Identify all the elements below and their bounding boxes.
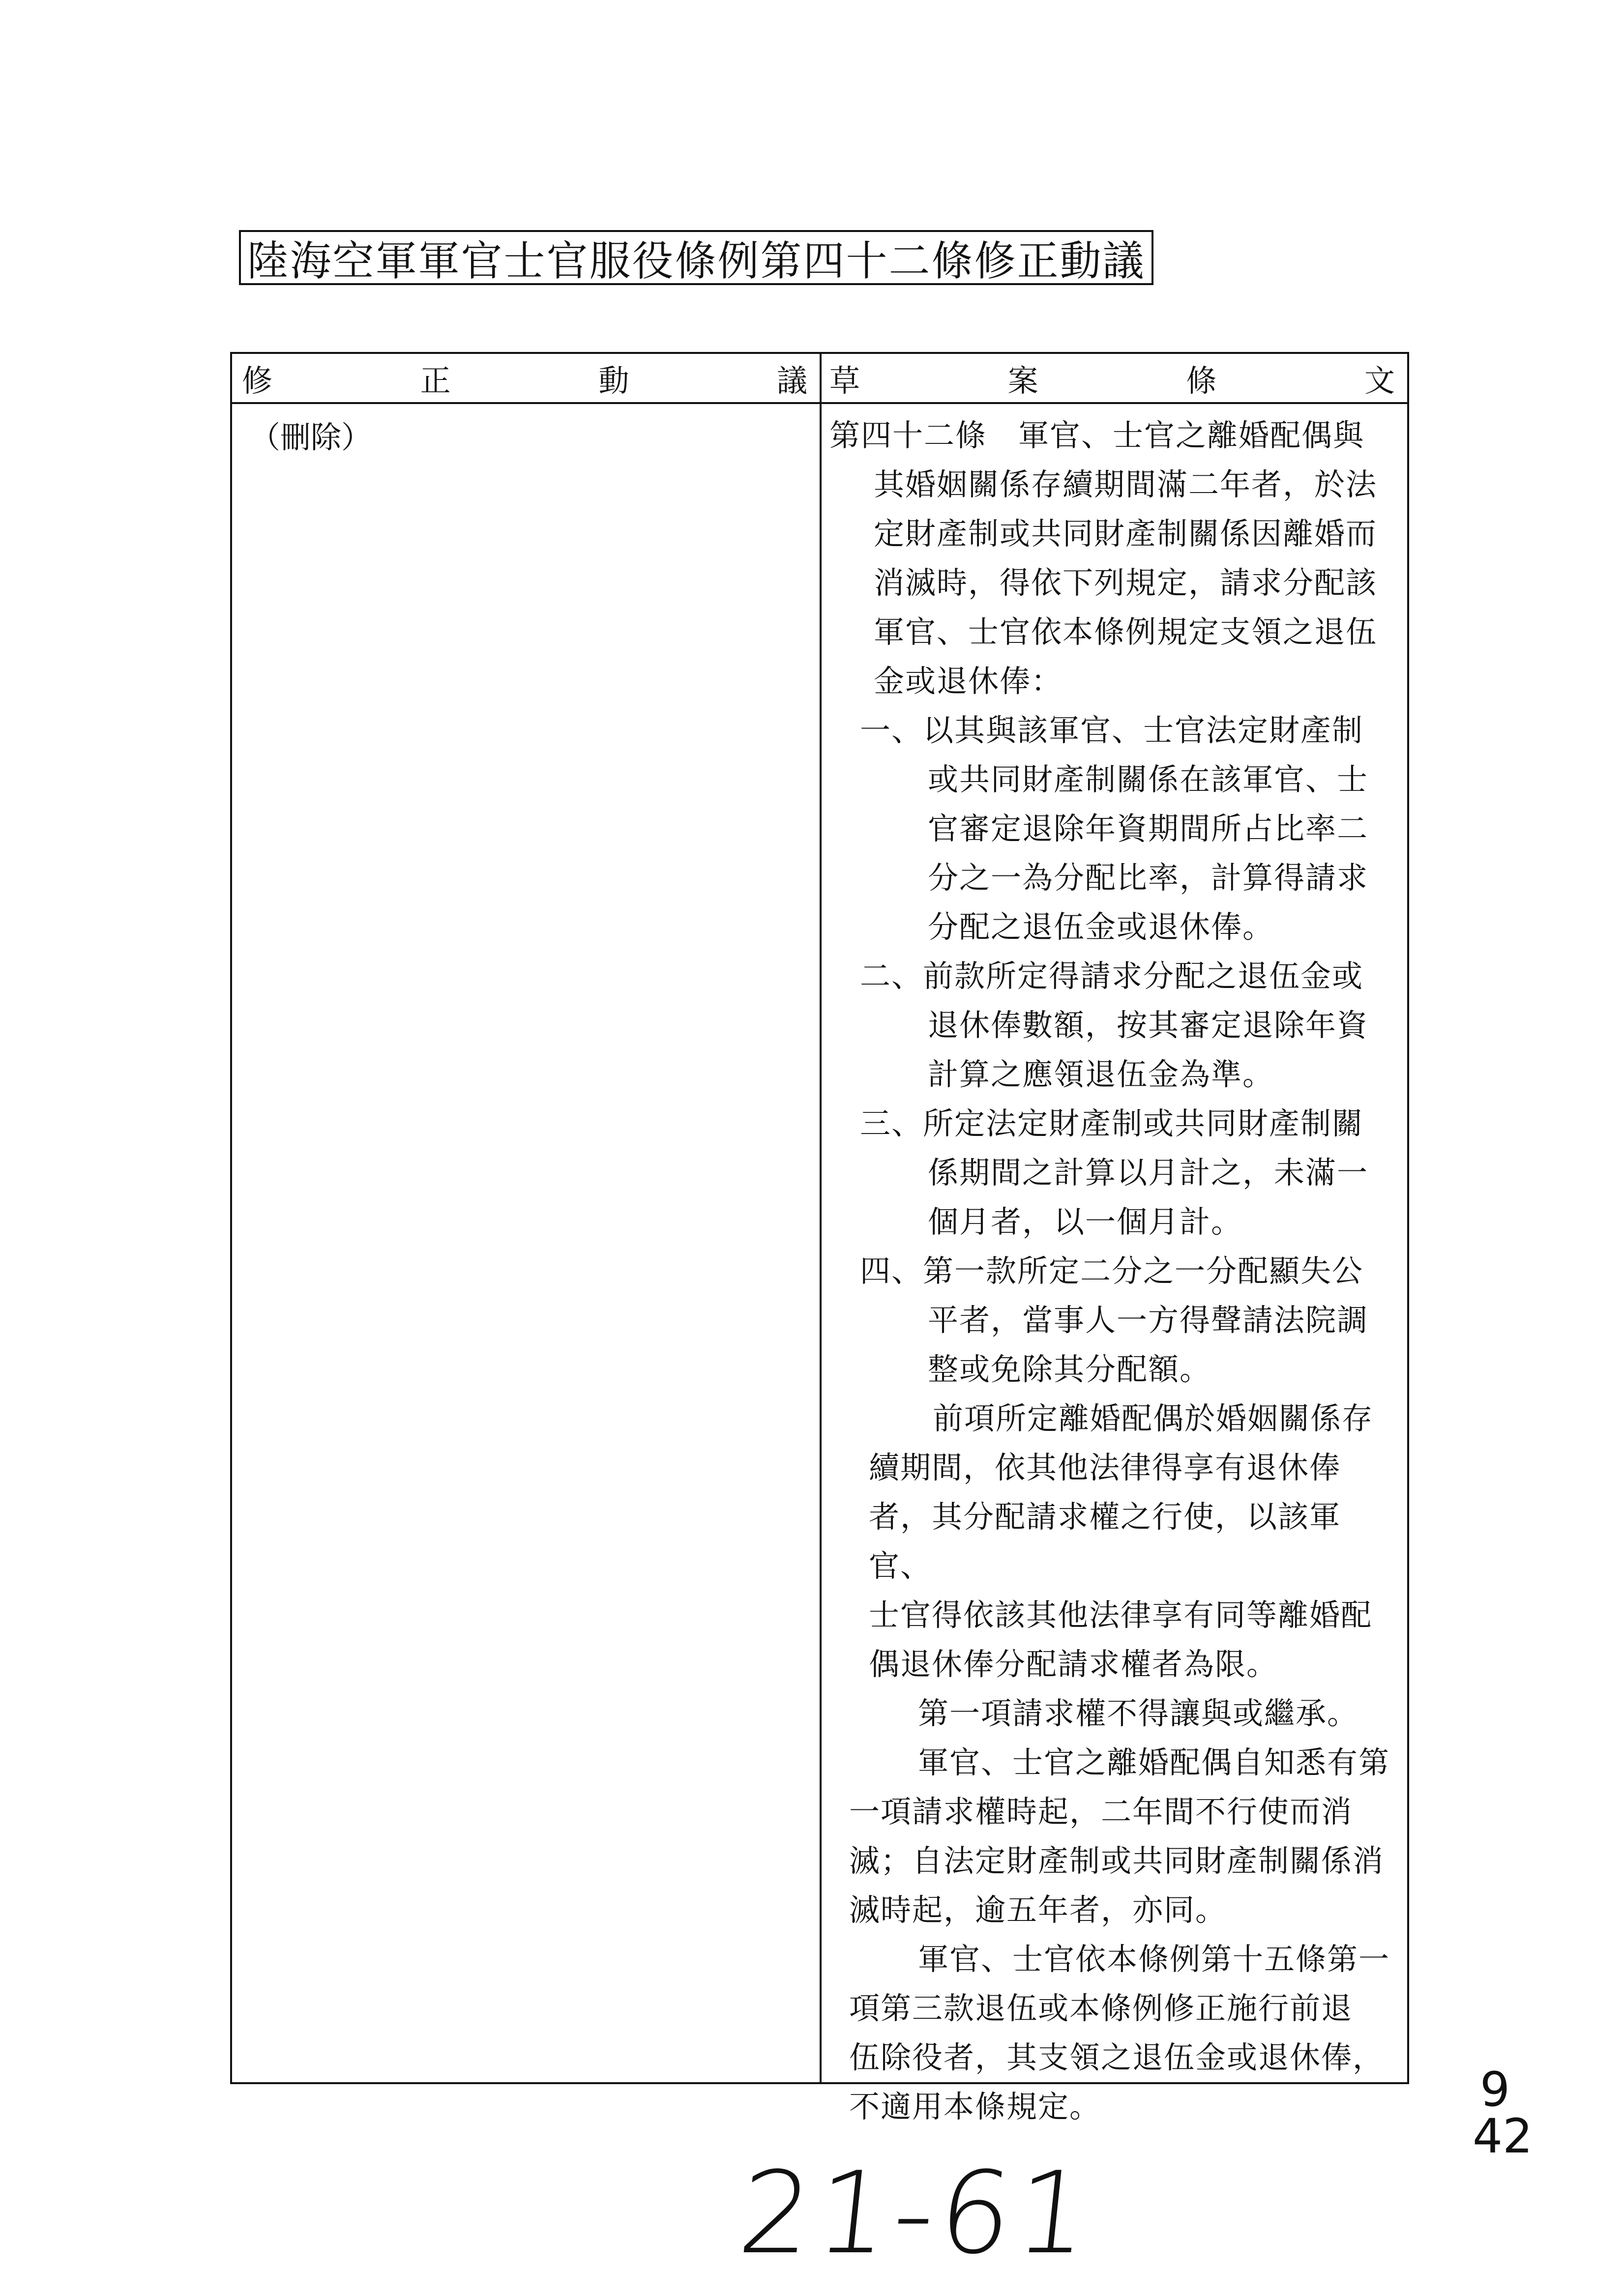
header-right-char: 草 bbox=[829, 362, 860, 399]
article-line: 滅；自法定財產制或共同財產制關係消 bbox=[849, 1843, 1385, 1879]
handwritten-page-mark-top: 9 bbox=[1480, 2062, 1510, 2117]
article-line: 四、第一款所定二分之一分配顯失公 bbox=[860, 1253, 1364, 1289]
article-line: 一、以其與該軍官、士官法定財產制 bbox=[860, 712, 1364, 748]
header-right-char: 條 bbox=[1186, 362, 1217, 399]
article-line: 官審定退除年資期間所占比率二 bbox=[928, 811, 1369, 846]
article-line: 其婚姻關係存續期間滿二年者，於法 bbox=[874, 466, 1378, 502]
article-line: 前項所定離婚配偶於婚姻關係存 bbox=[933, 1400, 1374, 1436]
comparison-table bbox=[230, 352, 1409, 2124]
amendment-content: （刪除） bbox=[250, 419, 372, 455]
article-line: 分配之退伍金或退休俸。 bbox=[928, 909, 1274, 945]
article-line: 軍官、士官之離婚配偶自知悉有第 bbox=[918, 1744, 1390, 1780]
article-line: 偶退休俸分配請求權者為限。 bbox=[869, 1646, 1278, 1682]
article-line: 係期間之計算以月計之，未滿一 bbox=[928, 1155, 1369, 1191]
article-line: 滅時起，逾五年者，亦同。 bbox=[849, 1892, 1227, 1928]
article-line: 項第三款退伍或本條例修正施行前退 bbox=[849, 1990, 1353, 2026]
article-line: 續期間，依其他法律得享有退休俸 bbox=[869, 1450, 1341, 1485]
article-line: 計算之應領退伍金為準。 bbox=[928, 1056, 1274, 1092]
article-line: 退休俸數額，按其審定退除年資 bbox=[928, 1007, 1369, 1043]
article-line: 軍官、士官依本條例規定支領之退伍 bbox=[874, 614, 1378, 650]
article-line: 定財產制或共同財產制關係因離婚而 bbox=[874, 516, 1378, 552]
header-right-char: 文 bbox=[1364, 362, 1395, 399]
header-left-char: 修 bbox=[242, 362, 273, 399]
article-line: 分之一為分配比率，計算得請求 bbox=[928, 860, 1369, 896]
article-line: 軍官、士官依本條例第十五條第一 bbox=[918, 1941, 1390, 1977]
header-left-char: 正 bbox=[420, 362, 451, 399]
article-line: 消滅時，得依下列規定，請求分配該 bbox=[874, 565, 1378, 601]
article-line: 士官得依該其他法律享有同等離婚配 bbox=[869, 1597, 1373, 1633]
header-left-char: 議 bbox=[776, 362, 807, 399]
article-line: 不適用本條規定。 bbox=[849, 2089, 1101, 2124]
article-line: 二、前款所定得請求分配之退伍金或 bbox=[860, 958, 1364, 994]
article-line: 金或退休俸： bbox=[874, 663, 1063, 699]
handwritten-page-mark-bottom: 42 bbox=[1473, 2109, 1533, 2164]
header-draft-article bbox=[829, 354, 1400, 402]
article-line: 三、所定法定財產制或共同財產制關 bbox=[860, 1105, 1364, 1141]
article-line: 伍除役者，其支領之退伍金或退休俸， bbox=[849, 2039, 1385, 2075]
article-line: 第四十二條 軍官、士官之離婚配偶與 bbox=[829, 417, 1365, 453]
column-divider bbox=[820, 354, 822, 2082]
article-line: 第一項請求權不得讓與或繼承。 bbox=[918, 1695, 1359, 1731]
article-line: 一項請求權時起，二年間不行使而消 bbox=[849, 1794, 1353, 1830]
header-amendment-motion bbox=[242, 354, 812, 402]
handwritten-document-number: 21-61 bbox=[733, 2148, 1100, 2279]
draft-article-text bbox=[829, 411, 1402, 2131]
article-line: 平者，當事人一方得聲請法院調 bbox=[928, 1302, 1369, 1338]
article-line: 或共同財產制關係在該軍官、士 bbox=[928, 761, 1369, 797]
article-line: 個月者，以一個月計。 bbox=[928, 1204, 1243, 1240]
header-left-char: 動 bbox=[598, 362, 629, 399]
article-line: 整或免除其分配額。 bbox=[928, 1351, 1211, 1387]
header-divider bbox=[232, 402, 1407, 404]
article-line: 者，其分配請求權之行使，以該軍官、 bbox=[869, 1499, 1341, 1584]
document-title: 陸海空軍軍官士官服役條例第四十二條修正動議 bbox=[239, 230, 1153, 285]
header-right-char: 案 bbox=[1007, 362, 1038, 399]
